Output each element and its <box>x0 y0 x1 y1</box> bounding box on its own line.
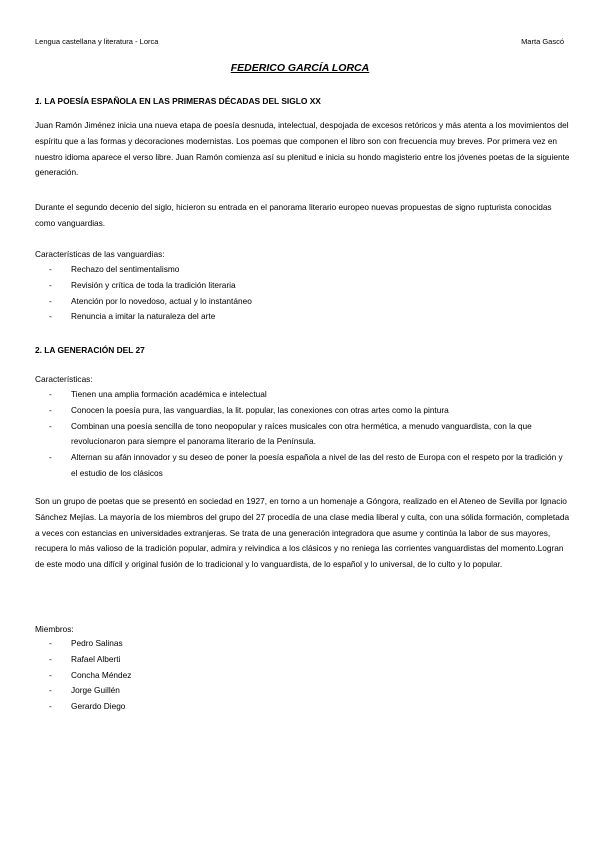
gen27-list-label: Características: <box>35 374 93 384</box>
dash-marker: - <box>49 404 52 415</box>
list-item: - Renuncia a imitar la naturaleza del arte <box>35 309 570 325</box>
header-author: Marta Gascó <box>521 37 564 46</box>
list-item: - Concha Méndez <box>35 668 570 684</box>
dash-marker: - <box>49 311 52 322</box>
dash-marker: - <box>49 264 52 274</box>
header-course: Lengua castellana y literatura - Lorca <box>35 37 159 46</box>
gen27-list <box>35 387 570 482</box>
list-item: - Conocen la poesía pura, las vanguardias, la lit. popular, las conexiones con otras artes como la pintura <box>35 403 570 419</box>
dash-marker: - <box>49 279 52 290</box>
vanguard-list <box>35 262 570 325</box>
list-item: - Rechazo del sentimentalismo <box>35 262 570 278</box>
vanguard-list-label: Características de las vanguardias: <box>35 249 165 259</box>
section1-paragraph-2: Durante el segundo decenio del siglo, hicieron su entrada en el panorama literario europeo nuevas propuestas de signo rupturista conocidas como vanguardias. <box>35 202 552 228</box>
section2-heading: 2. LA GENERACIÓN DEL 27 <box>35 345 145 355</box>
members-list <box>35 636 570 715</box>
dash-marker: - <box>49 420 52 431</box>
dash-marker: - <box>49 389 52 399</box>
list-item: - Tienen una amplia formación académica e intelectual <box>35 387 570 403</box>
members-label: Miembros: <box>35 624 74 634</box>
section1-number: 1. <box>35 96 42 106</box>
list-item: - Alternan su afán innovador y su deseo de poner la poesía española a nivel de las del resto de Europa con el respeto por la tradición y el estudio de los clásicos <box>49 452 563 478</box>
list-item: - Pedro Salinas <box>35 636 570 652</box>
dash-marker: - <box>49 653 52 664</box>
dash-marker: - <box>49 685 52 696</box>
section2-paragraph: Son un grupo de poetas que se presentó en sociedad en 1927, en torno a un homenaje a Góngora, realizado en el Ateneo de Sevilla por Ignacio Sánchez Mejías. La mayoría de los miembros del grupo del 27 procedía de una clase media liberal y culta, con una sólida formación, completada a veces con estancias en universidades extranjeras. Se trata de una generación integradora que asume y continúa la labor de sus mayores, recupera lo más valioso de la tradición popular, admira y reivindica a los clásicos y no reniega las corrientes vanguardistas del momento.Logran de este modo una difícil y original fusión de lo tradicional y lo vanguardista, de lo español y lo universal, de lo culto y lo popular. <box>35 496 570 570</box>
list-item: - Jorge Guillén <box>35 683 570 699</box>
list-item: - Rafael Alberti <box>35 652 570 668</box>
dash-marker: - <box>49 701 52 712</box>
list-item: - Atención por lo novedoso, actual y lo instantáneo <box>35 294 570 310</box>
section1-heading-text: LA POESÍA ESPAÑOLA EN LAS PRIMERAS DÉCADAS DEL SIGLO XX <box>44 96 321 106</box>
dash-marker: - <box>49 295 52 306</box>
list-item: - Gerardo Diego <box>35 699 570 715</box>
section1-heading <box>35 96 321 106</box>
list-item: - Combinan una poesía sencilla de tono neopopular y raíces musicales con otra hermética, a menudo vanguardista, con la que revolucionaron para siempre el panorama literario de la Península. <box>49 420 532 447</box>
list-item: - Revisión y crítica de toda la tradición literaria <box>35 278 570 294</box>
dash-marker: - <box>49 452 52 463</box>
section1-paragraph-1: Juan Ramón Jiménez inicia una nueva etapa de poesía desnuda, intelectual, despojada de excesos retóricos y más atenta a los movimientos del espíritu que a las formas y decoraciones modernistas. Los poemas que componen el libro son con frecuencia muy breves. Por primera vez en nuestro idioma aparece el verso libre. Juan Ramón comienza así su plenitud e inicia su hondo magisterio entre los jóvenes poetas de la siguiente generación. <box>35 120 570 178</box>
dash-marker: - <box>49 669 52 680</box>
page-title: FEDERICO GARCÍA LORCA <box>230 62 370 74</box>
dash-marker: - <box>49 638 52 648</box>
